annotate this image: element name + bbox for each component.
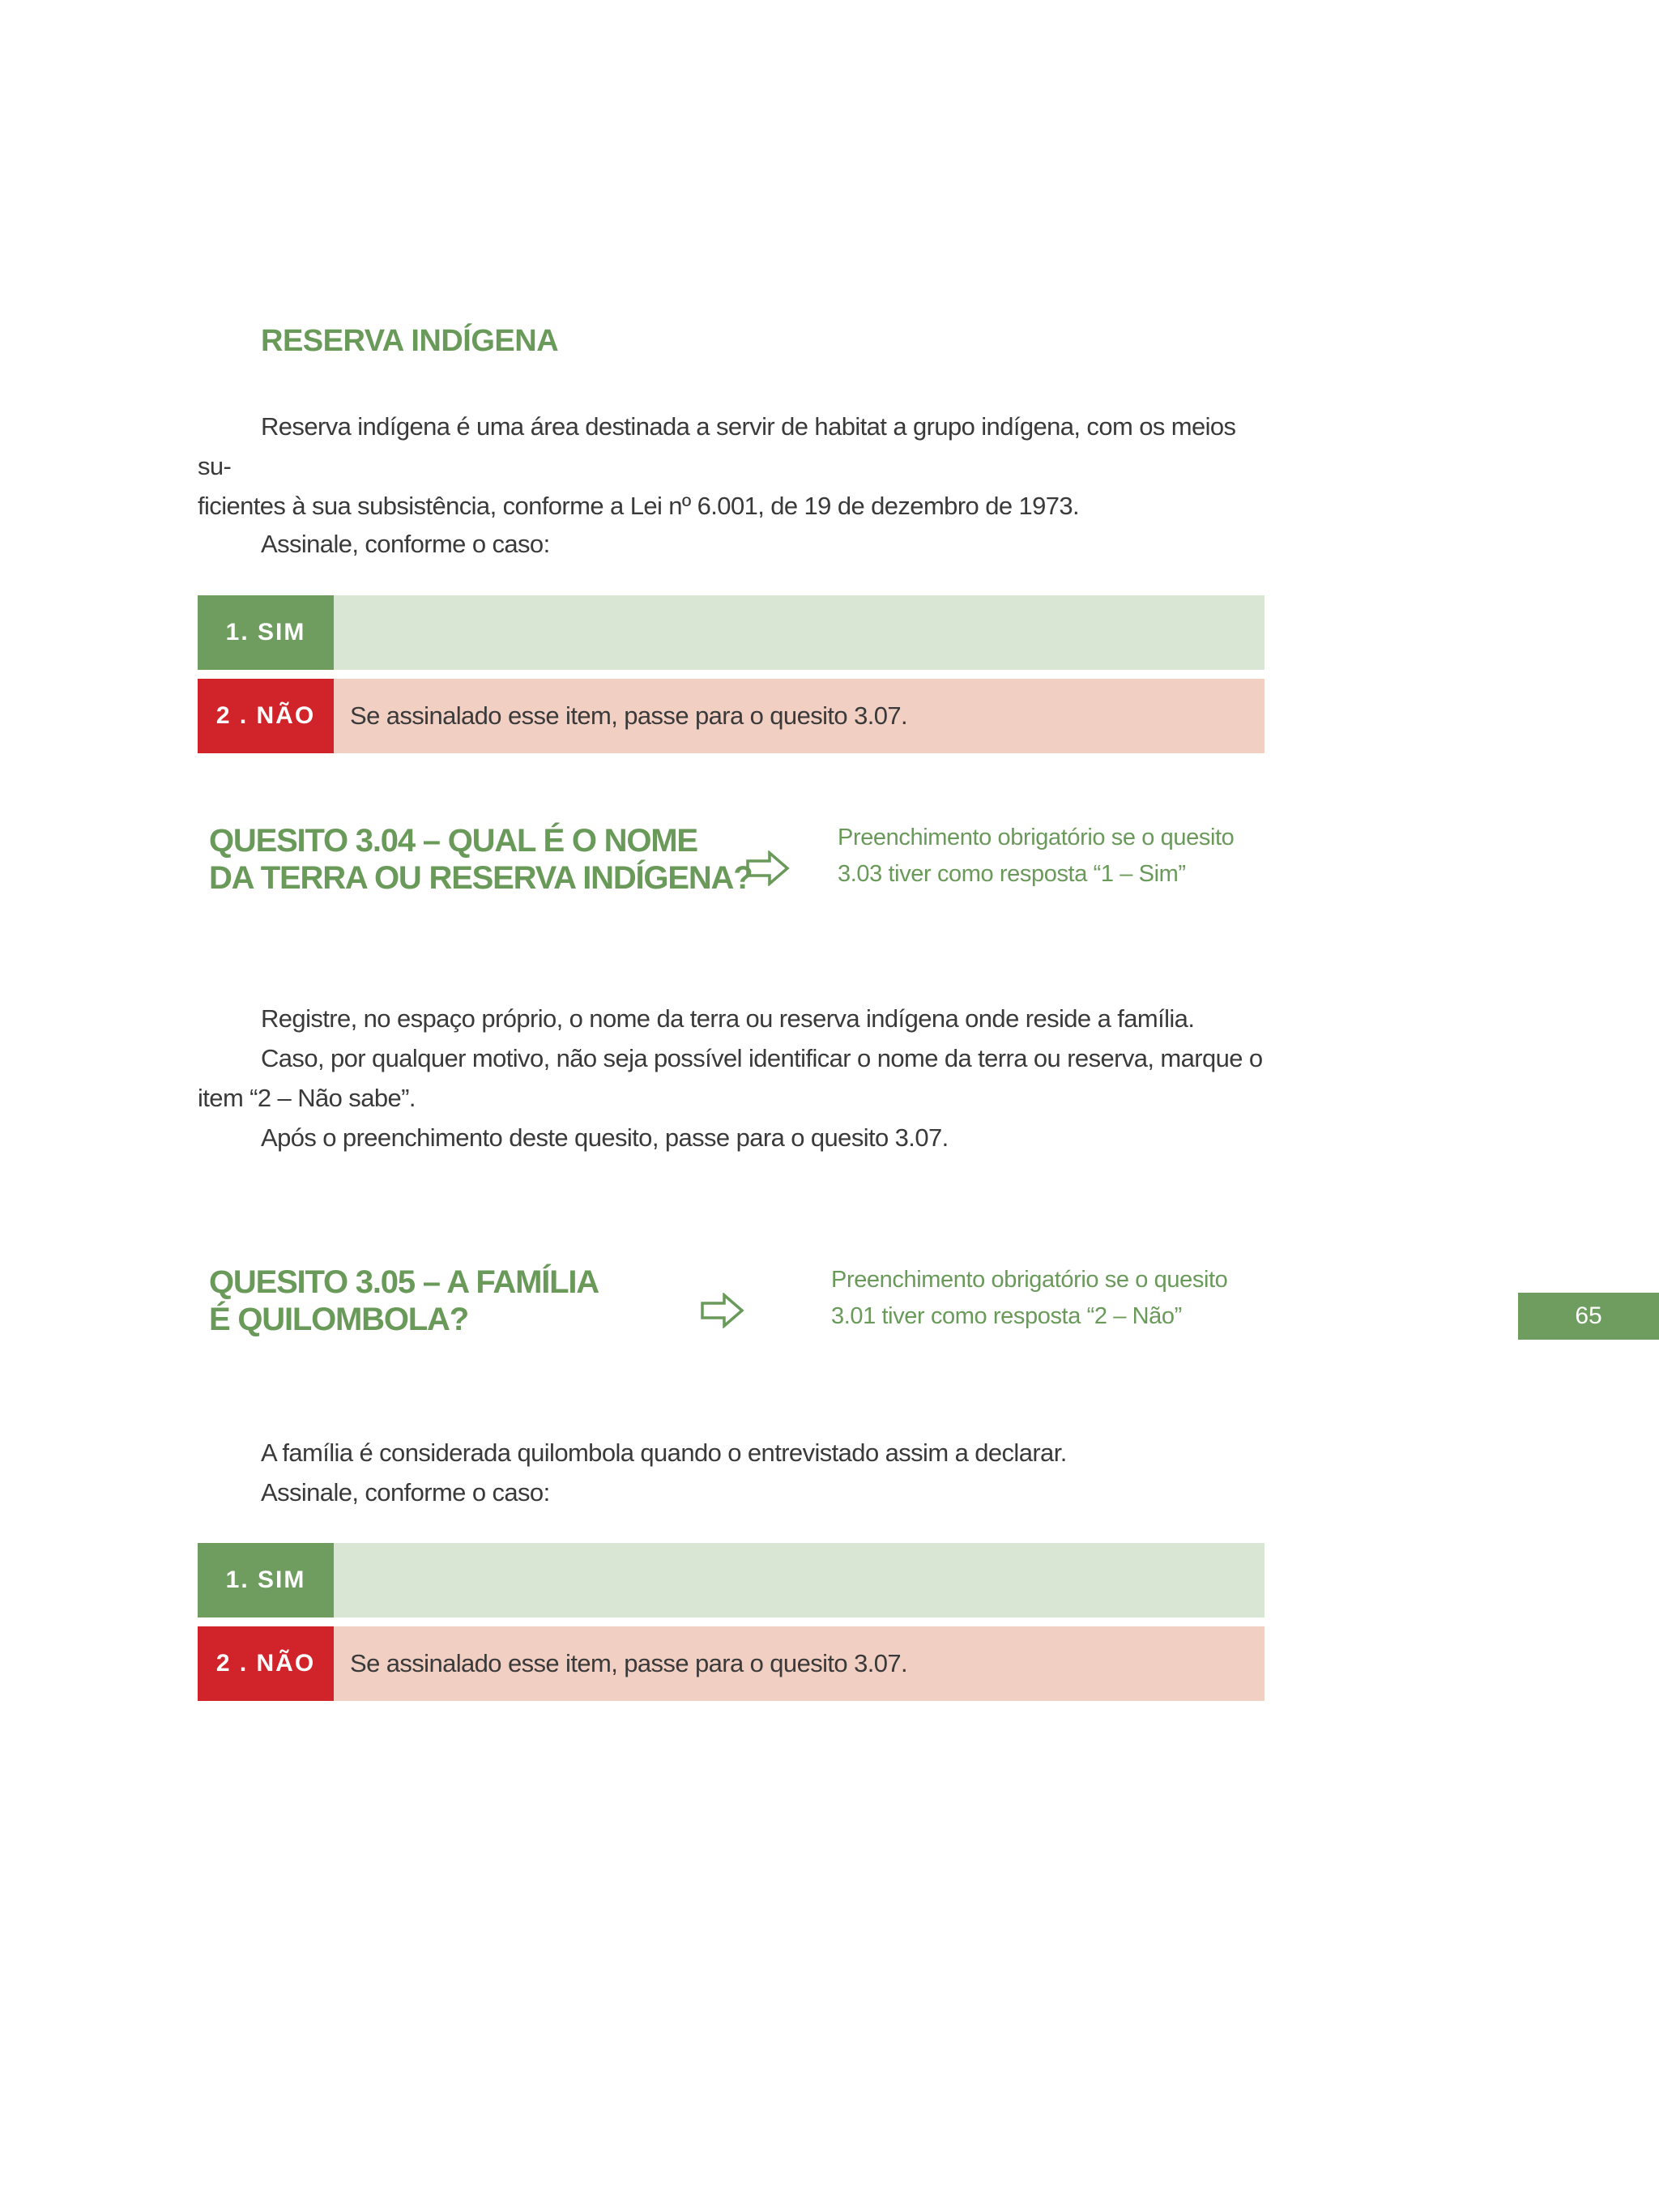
- quesito-304-note: [838, 820, 1234, 893]
- option-nao-text: Se assinalado esse item, passe para o quesito 3.07.: [334, 1626, 1265, 1701]
- option-sim-row[interactable]: [198, 1543, 1265, 1617]
- quesito-305-title-line-2: É QUILOMBOLA?: [209, 1302, 468, 1337]
- option-nao-code: 2 . NÃO: [198, 1626, 334, 1701]
- quesito-304-note-line-2: 3.03 tiver como resposta “1 – Sim”: [838, 861, 1186, 887]
- page-number: 65: [1518, 1293, 1659, 1340]
- option-nao-code: 2 . NÃO: [198, 679, 334, 753]
- instruction-text: Assinale, conforme o caso:: [261, 530, 550, 558]
- quesito-304-p1: Registre, no espaço próprio, o nome da terra ou reserva indígena onde reside a família.: [261, 1004, 1195, 1033]
- quesito-305-p2: Assinale, conforme o caso:: [261, 1478, 550, 1507]
- quesito-304-title-line-2: DA TERRA OU RESERVA INDÍGENA?: [209, 860, 753, 896]
- quesito-304-body: [198, 999, 1264, 1157]
- quesito-304-p2b: item “2 – Não sabe”.: [198, 1084, 416, 1112]
- quesito-304-p2: Caso, por qualquer motivo, não seja possível identificar o nome da terra ou reserva, marque o: [261, 1044, 1263, 1072]
- option-sim-code: 1. SIM: [198, 1543, 334, 1617]
- quesito-304-note-line-1: Preenchimento obrigatório se o quesito: [838, 825, 1235, 850]
- quesito-305-note-line-1: Preenchimento obrigatório se o quesito: [831, 1267, 1228, 1293]
- option-nao-row[interactable]: [198, 679, 1265, 753]
- option-nao-row[interactable]: [198, 1626, 1265, 1701]
- quesito-305-body: [198, 1433, 1264, 1512]
- quesito-304-title: [209, 822, 752, 897]
- quesito-304-title-line-1: QUESITO 3.04 – QUAL É O NOME: [209, 823, 697, 859]
- right-arrow-icon: [700, 1293, 745, 1328]
- option-nao-text: Se assinalado esse item, passe para o quesito 3.07.: [334, 679, 1265, 753]
- option-sim-row[interactable]: [198, 595, 1265, 670]
- intro-paragraph: [198, 407, 1264, 526]
- option-sim-text: [334, 1543, 1265, 1617]
- option-sim-code: 1. SIM: [198, 595, 334, 670]
- intro-line-2: ficientes à sua subsistência, conforme a Lei nº 6.001, de 19 de dezembro de 1973.: [198, 492, 1080, 520]
- quesito-305-note: [831, 1262, 1227, 1335]
- quesito-304-p3: Após o preenchimento deste quesito, passe para o quesito 3.07.: [261, 1123, 949, 1152]
- quesito-305-title: [209, 1264, 599, 1338]
- quesito-305-p1: A família é considerada quilombola quando o entrevistado assim a declarar.: [261, 1438, 1067, 1467]
- intro-line-1: Reserva indígena é uma área destinada a servir de habitat a grupo indígena, com os meios su-: [198, 412, 1236, 480]
- quesito-305-note-line-2: 3.01 tiver como resposta “2 – Não”: [831, 1303, 1182, 1329]
- quesito-305-title-line-1: QUESITO 3.05 – A FAMÍLIA: [209, 1264, 599, 1300]
- instruction-paragraph: [198, 524, 1264, 564]
- option-sim-text: [334, 595, 1265, 670]
- right-arrow-icon: [745, 850, 791, 886]
- section-title: RESERVA INDÍGENA: [261, 324, 559, 358]
